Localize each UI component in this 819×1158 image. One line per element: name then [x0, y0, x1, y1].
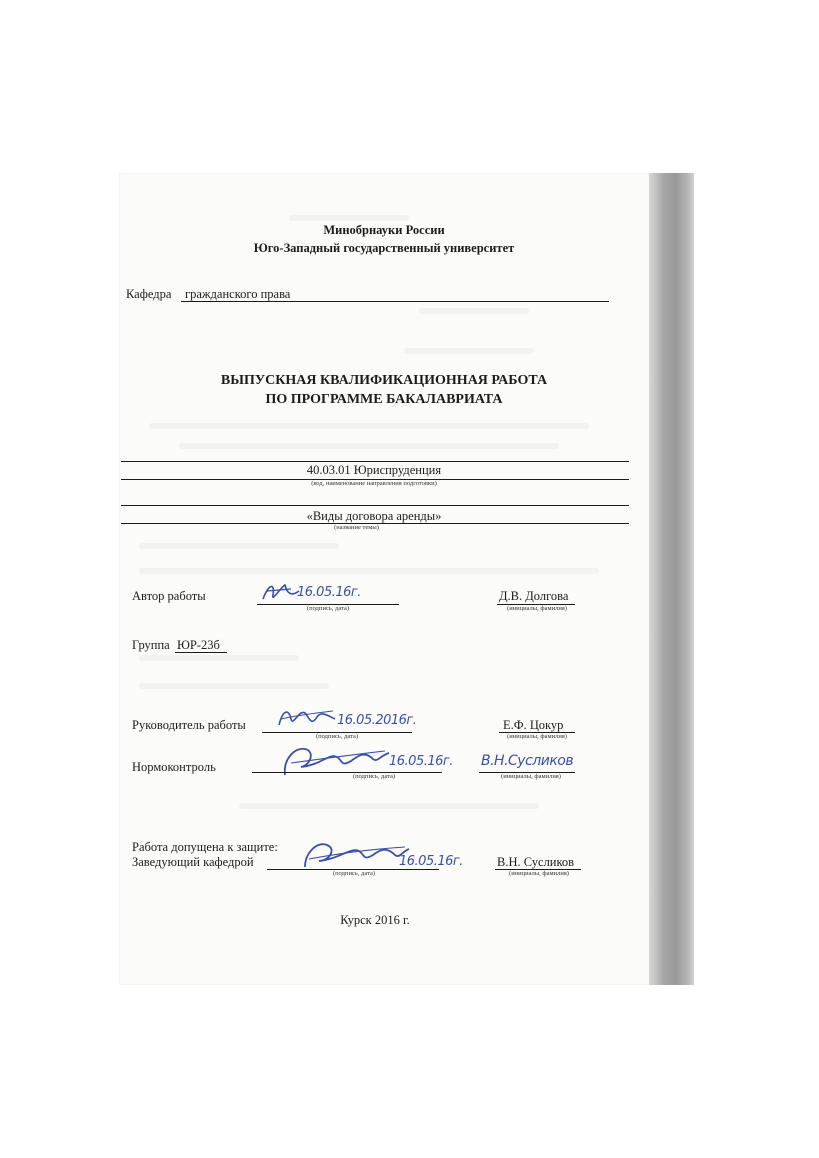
scan-binding-shadow	[649, 173, 694, 985]
normcontrol-sign-caption: (подпись, дата)	[352, 773, 396, 780]
document-title-line1: ВЫПУСКНАЯ КВАЛИФИКАЦИОННАЯ РАБОТА	[220, 373, 548, 388]
normcontrol-name-caption: (инициалы, фамилия)	[501, 773, 561, 780]
supervisor-name: Е.Ф. Цокур	[503, 718, 564, 732]
normcontrol-signature-date: 16.05.16г.	[389, 754, 453, 769]
bleed-through	[239, 803, 539, 809]
city-year: Курск 2016 г.	[340, 913, 410, 927]
head-of-department-name: В.Н. Сусликов	[497, 855, 575, 869]
author-sign-caption: (подпись, дата)	[306, 605, 350, 612]
department-underline	[181, 301, 609, 302]
bleed-through	[404, 348, 534, 354]
topic-caption: (название темы)	[334, 524, 379, 531]
bleed-through	[289, 215, 409, 221]
group-underline	[175, 652, 227, 653]
author-signature	[261, 581, 301, 605]
author-signature-date: 16.05.16г.	[297, 585, 361, 600]
scanned-page	[119, 173, 694, 985]
head-of-department-label: Заведующий кафедрой	[132, 855, 254, 869]
supervisor-sign-caption: (подпись, дата)	[315, 733, 359, 740]
normcontrol-name: В.Н.Сусликов	[481, 753, 574, 769]
bleed-through	[149, 423, 589, 429]
rule	[121, 505, 629, 506]
bleed-through	[419, 308, 529, 314]
supervisor-signature	[277, 705, 337, 735]
bleed-through	[139, 568, 599, 574]
direction-caption: (код, наименование направления подготовки)	[311, 480, 437, 487]
bleed-through	[139, 543, 339, 549]
department-value: гражданского права	[185, 287, 291, 301]
supervisor-label: Руководитель работы	[132, 718, 246, 732]
rule	[121, 461, 629, 462]
bleed-through	[179, 443, 559, 449]
supervisor-name-caption: (инициалы, фамилия)	[507, 733, 567, 740]
university-name: Юго-Западный государственный университет	[253, 241, 515, 255]
bleed-through	[139, 655, 299, 661]
group-value: ЮР-23б	[177, 638, 220, 652]
direction-value: 40.03.01 Юриспруденция	[306, 463, 442, 477]
department-label: Кафедра	[126, 287, 172, 301]
head-of-department-name-caption: (инициалы, фамилия)	[509, 870, 569, 877]
document-title-line2: ПО ПРОГРАММЕ БАКАЛАВРИАТА	[265, 392, 503, 407]
author-label: Автор работы	[132, 589, 206, 603]
group-label: Группа	[132, 638, 170, 652]
supervisor-signature-date: 16.05.2016г.	[337, 713, 417, 728]
head-of-department-signature	[301, 837, 411, 873]
admission-label: Работа допущена к защите:	[132, 840, 278, 854]
bleed-through	[139, 683, 329, 689]
ministry-name: Минобрнауки России	[323, 223, 445, 237]
head-of-department-signature-date: 16.05.16г.	[399, 854, 463, 869]
author-name: Д.В. Долгова	[499, 589, 569, 603]
topic-value: «Виды договора аренды»	[306, 509, 442, 523]
author-name-caption: (инициалы, фамилия)	[507, 605, 567, 612]
normcontrol-label: Нормоконтроль	[132, 760, 216, 774]
head-of-department-sign-caption: (подпись, дата)	[332, 870, 376, 877]
